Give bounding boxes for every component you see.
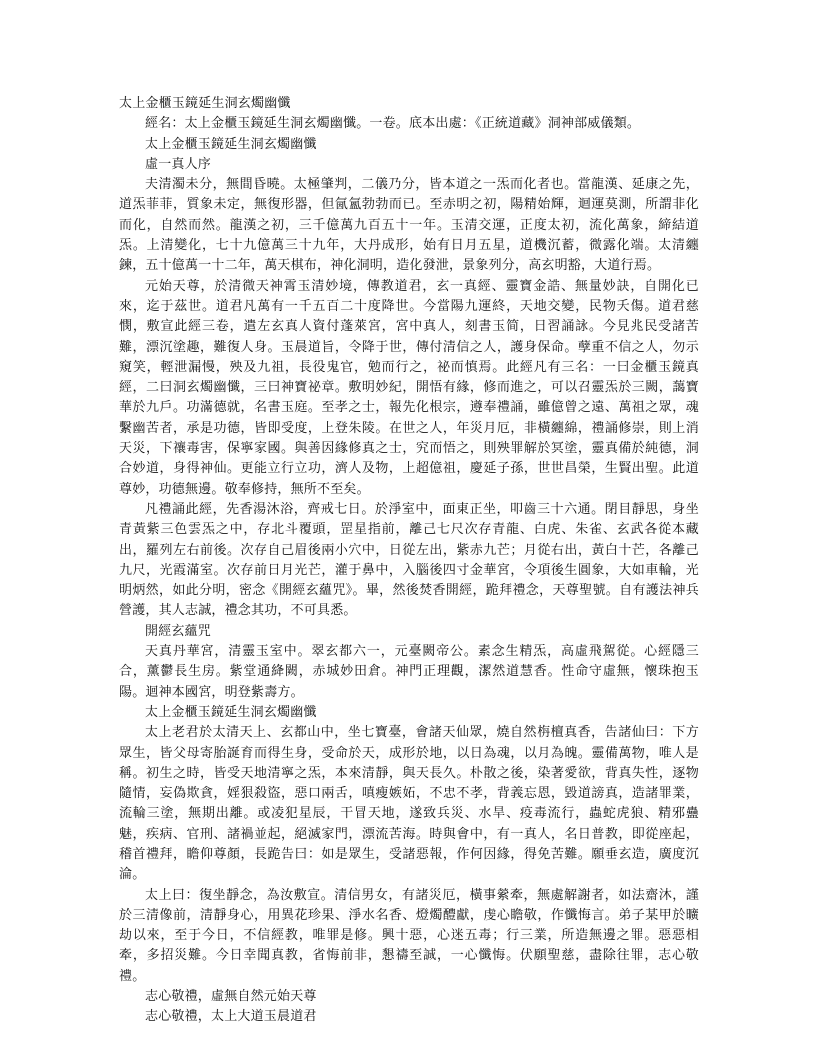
preface-heading: 虛一真人序 xyxy=(145,156,212,172)
paragraph-6: 太上曰：復坐靜念，為汝敷宣。清信男女，有諸災厄，橫事縈牽，無處解謝者，如法齋沐，謹於三清像前，清靜身心，用異花珍果、淨水名香、燈燭醴獻，虔心瞻敬，作懺悔言。弟子某甲於曠劫以來，至于今日，不信經教，唯罪是修。興十惡，心迷五毒；行三業，所造無邊之罪。惡惡相牽，多招災難。今日幸聞真教，省悔前非，懇禱至誠，一心懺悔。伏願聖慈，盡除往罪，志心敬禮。 xyxy=(119,887,699,984)
scripture-meta: 經名：太上金櫃玉鏡延生洞玄燭幽懺。一卷。底本出處：《正統道藏》洞神部威儀類。 xyxy=(145,116,641,132)
document-page xyxy=(119,94,699,1028)
salutation-2: 志心敬禮，太上大道玉晨道君 xyxy=(145,1009,317,1025)
section-heading-2: 太上金櫃玉鏡延生洞玄燭幽懺 xyxy=(145,704,317,720)
paragraph-5: 太上老君於太清天上、玄都山中，坐七寶臺，會諸天仙眾，燒自然栴檀真香，告諸仙曰：下方眾生，皆父母寄胎誕育而得生身，受命於天，成形於地，以日為魂，以月為魄。靈備萬物，唯人是稱。初生之時，皆受天地清寧之炁，本來清靜，與天長久。朴散之後，染著愛欲，背真失性，逐物隨情，妄偽欺貪，婬狠殺盜，惡口兩舌，嗔瘦嫉妬，不忠不孝，背義忘恩，毀道謗真，造諸罪業，流輪三塗，無期出離。或凌犯星辰，干冒天地，遂致兵災、水旱、疫毒流行，蟲蛇虎狼、精邪蠱魅，疾病、官刑、諸禍並起，絕滅家門，漂流苦海。時與會中，有一真人，名日普教，即從座起，稽首禮拜，瞻仰尊顏，長跪告曰：如是眾生，受諸惡報，作何因緣，得免苦難。願垂玄造，廣度沉淪。 xyxy=(119,725,699,883)
paragraph-1: 夫清濁未分，無間昏曉。太極肇判，二儀乃分，皆本道之一炁而化者也。當龍漢、延康之先，道炁菲菲，質象未定，無復形器，但氤氳勃勃而已。至赤明之初，陽精始輝，迴運莫測，所謂非化而化，自然而然。龍漢之初，三千億萬九百五十一年。玉清交運，正度太初，流化萬象，締結道炁。上清變化，七十九億萬三十九年，大丹成形，始有日月五星，道機沉蓄，微露化端。太清纏鍊，五十億萬一十二年，萬天棋布，神化洞明，造化發泄，景象列分，高玄明豁，大道行焉。 xyxy=(119,177,699,274)
paragraph-3: 凡禮誦此經，先香湯沐浴，齊戒七日。於淨室中，面東正坐，叩齒三十六通。閉目靜思，身坐青黃紫三色雲炁之中，存北斗覆頭，罡星指前，離己七尺次存青龍、白虎、朱雀、玄武各從本藏出，羅列左右前後。次存自己眉後兩小穴中，日從左出，紫赤九芒；月從右出，黃白十芒，各離己九尺，光霞滿室。次存前日月光芒，灌于鼻中，入腦後四寸金華宮，令項後生圓象，大如車輪，光明炳然，如此分明，密念《開經玄蘊咒》。畢，然後焚香開經，跪拜禮念，天尊聖號。自有護法神兵營護，其人志誠，禮念其功，不可具悉。 xyxy=(119,501,699,619)
paragraph-4: 天真丹華宮，清靈玉室中。翠玄都六一，元臺闕帝公。素念生精炁，高虛飛駕從。心經隱三合，薰鬱長生房。紫堂通絳闕，赤城妙田倉。神門正理觀，潔然道慧香。性命守虛無，懷珠抱玉陽。迴神本國宮，明登紫壽方。 xyxy=(119,644,699,700)
section-heading-1: 太上金櫃玉鏡延生洞玄燭幽懺 xyxy=(145,136,317,152)
salutation-1: 志心敬禮，虛無自然元始天尊 xyxy=(145,989,317,1005)
paragraph-2: 元始天尊，於清微天神霄玉清妙境，傳教道君，玄一真經、靈寶金誥、無量妙訣，自開化已來，迄于茲世。道君凡萬有一千五百二十度降世。今當陽九運終，天地交變，民物夭傷。道君慈憫，敷宣此經三卷，遣左玄真人資付蓬萊宮，宮中真人，刻書玉简，日習誦詠。今見兆民受諸苦難，漂沉塗趣，難復人身。玉晨道旨，令降于世，傳付清信之人，護身保命。孽重不信之人，勿示窺笑，輕泄漏慢，殃及九祖，長役鬼官，勉而行之，祕而慎焉。此經凡有三名：一曰金櫃玉鏡真經，二曰洞玄燭幽懺，三曰神寶祕章。敷明妙紀，開悟有緣，修而進之，可以召靈炁於三闕，藹寶華於九戶。功滿德就，名書玉庭。至孝之士，報先化根宗，遵奉禮誦，雖億曾之遠、萬祖之眾，魂繫幽苦者，承是功德，皆即受度，上登朱陵。在世之人，年災月厄，非橫纏綿，禮誦修崇，則上消天災，下禳毒害，保寧家國。與善因緣修真之士，究而悟之，則殃罪解於冥塗，靈真備於純德，洞合妙道，身得神仙。更能立行立功，濟人及物，上超億祖，慶延子孫，世世昌榮，生賢出聖。此道尊妙，功德無邊。敬奉修持，無所不至矣。 xyxy=(119,278,699,497)
mantra-heading: 開經玄蘊咒 xyxy=(145,623,212,639)
document-title: 太上金櫃玉鏡延生洞玄燭幽懺 xyxy=(119,96,291,111)
